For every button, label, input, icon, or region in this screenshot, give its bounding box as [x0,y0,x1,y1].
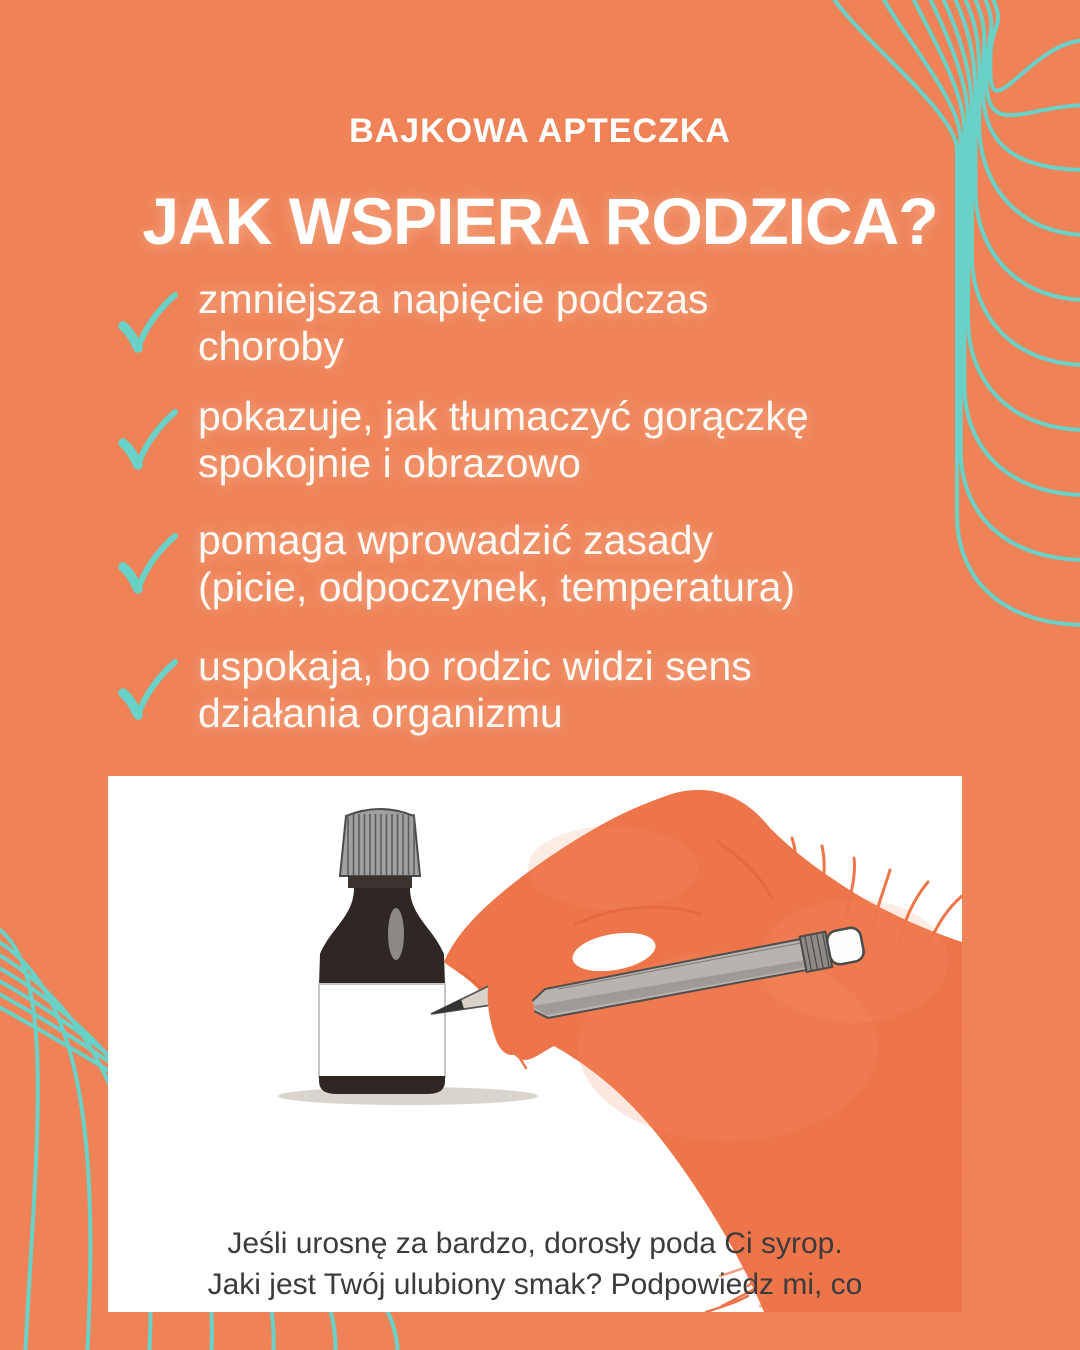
checkmark-icon [112,407,180,473]
pencil-eraser [825,926,865,966]
card-caption [108,1223,962,1305]
checklist-item [112,517,795,611]
checklist-item [112,276,709,370]
checklist-item [112,643,752,737]
checkmark-icon [112,531,180,597]
checklist-item-label: uspokaja, bo rodzic widzi sens działania organizmu [198,643,752,736]
caption-line: Jeśli urosnę za bardzo, dorosły poda Ci syrop. [227,1227,843,1260]
illustration-card [108,776,962,1312]
caption-line: Jaki jest Twój ulubiony smak? Podpowiedz mi, co [207,1268,863,1301]
checkmark-icon [112,657,180,723]
checklist-item [112,393,809,487]
wavy-lines-icon [770,0,1080,660]
page-title: JAK WSPIERA RODZICA? [142,184,938,258]
checkmark-icon [112,290,180,356]
bottle-icon [319,809,445,1094]
checklist-item-label: pomaga wprowadzić zasady (picie, odpoczynek, temperatura) [198,517,796,610]
eyebrow-text: BAJKOWA APTECZKA [349,112,731,150]
checklist-item-label: zmniejsza napięcie podczas choroby [198,276,709,369]
checklist-item-label: pokazuje, jak tłumaczyć gorączkę spokojnie i obrazowo [198,393,809,486]
